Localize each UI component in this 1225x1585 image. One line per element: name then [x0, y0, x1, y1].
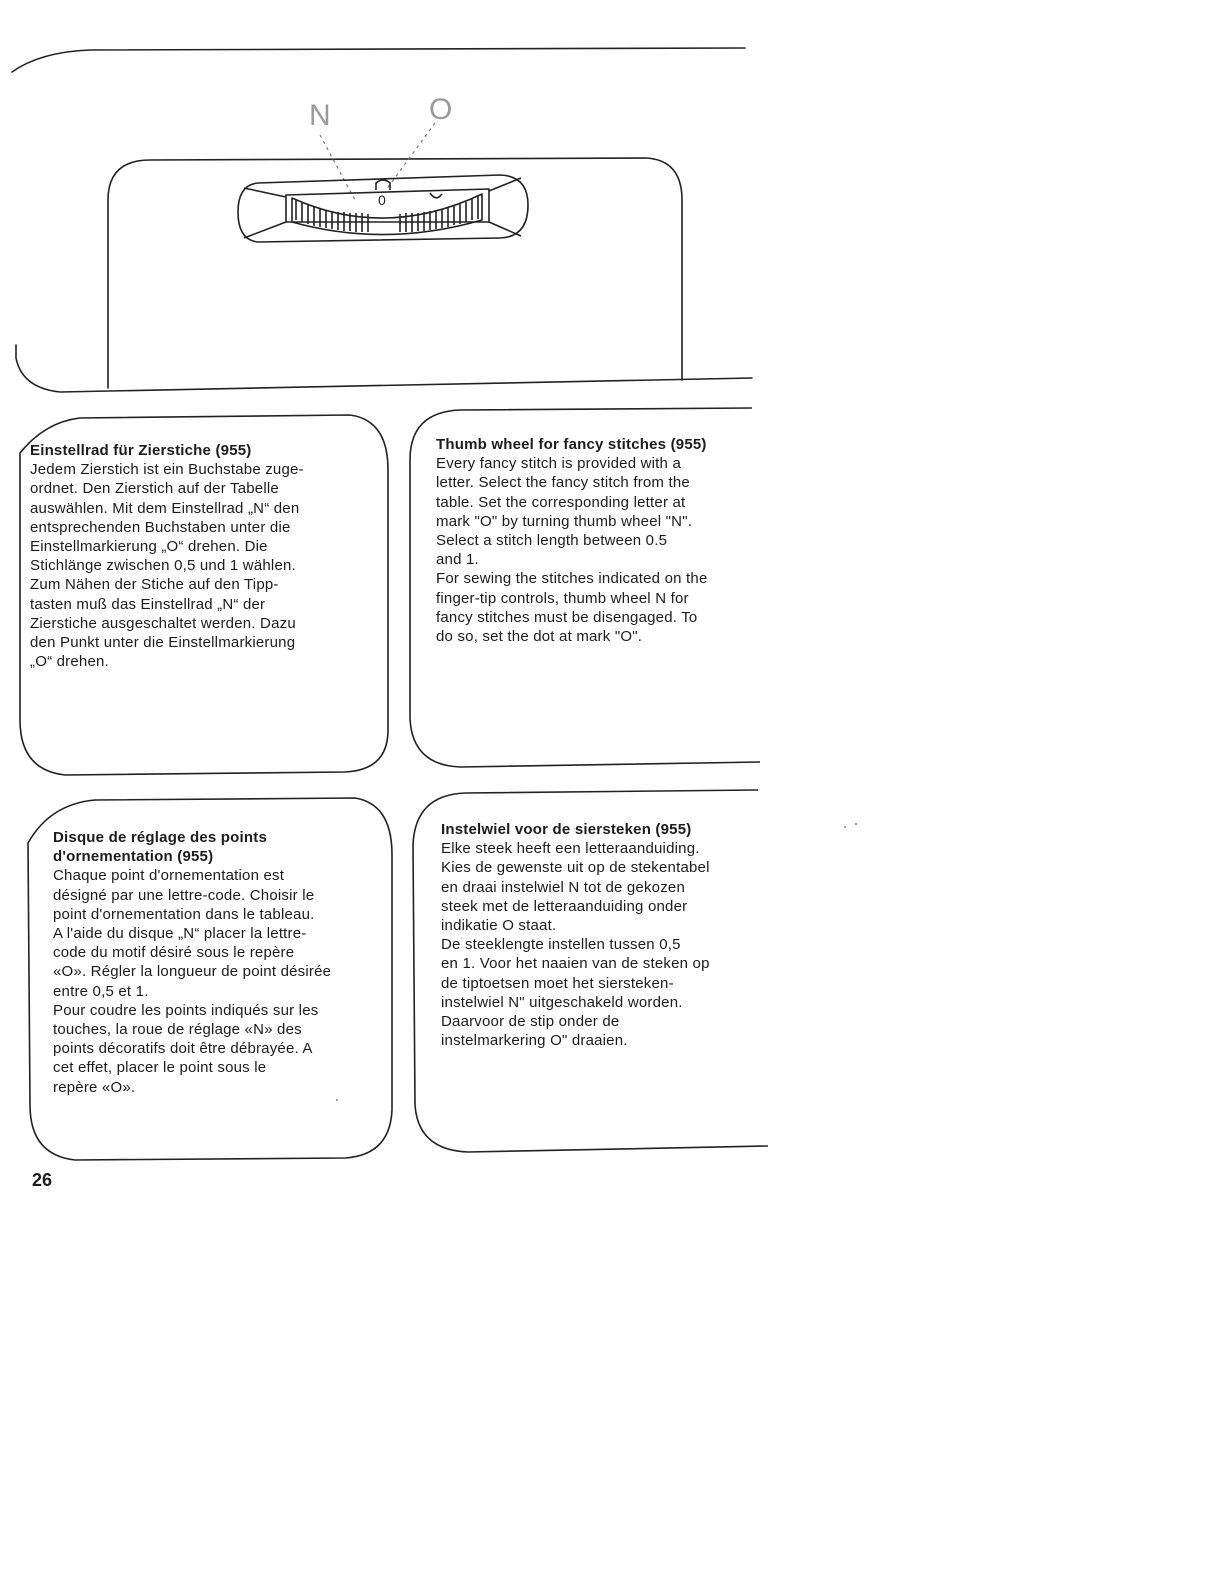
panel-french [53, 828, 383, 1097]
panel-title: Einstellrad für Zierstiche (955) [30, 442, 252, 459]
panel-title: Instelwiel voor de siersteken (955) [441, 821, 692, 838]
page-number: 26 [32, 1170, 53, 1190]
panel-title: Thumb wheel for fancy stitches (955) [436, 436, 707, 453]
panel-english [436, 435, 761, 646]
dial-label-o: O [429, 93, 453, 126]
panel-body: Elke steek heeft een letteraanduiding. Kies de gewenste uit op de stekentabel en draai instelwiel N tot de gekozen steek met de letteraanduiding onder indikatie O staat. De steeklengte instellen tussen 0,5 en 1. Voor het naaien van de steken op de tiptoetsen moet het siersteken- instelwiel N" uitgeschakeld worden. Daarvoor de stip onder de instelmarkering O" draaien. [441, 840, 710, 1050]
panel-german [30, 441, 370, 671]
wheel-zero-mark: 0 [378, 192, 386, 208]
panel-body: Chaque point d'ornementation est désigné par une lettre-code. Choisir le point d'ornementation dans le tableau. A l'aide du disque „N“ placer la lettre- code du motif désiré sous le repère «O». Régler la longueur de point désirée entre 0,5 et 1. Pour coudre les points indiqués sur les touches, la roue de réglage «N» des points décoratifs doit être débrayée. A cet effet, placer le point sous le repère «O». [53, 867, 332, 1096]
panel-body: Jedem Zierstich ist ein Buchstabe zuge- ordnet. Den Zierstich auf der Tabelle auswählen. Mit dem Einstellrad „N“ den entsprechenden Buchstaben unter die Einstellmarkierung „O“ drehen. Die Stichlänge zwischen 0,5 und 1 wählen. Zum Nähen der Stiche auf den Tipp- tasten muß das Einstellrad „N“ der Zierstiche ausgeschaltet werden. Dazu den Punkt unter die Einstellmarkierung „O“ drehen. [30, 461, 304, 671]
panel-body: Every fancy stitch is provided with a letter. Select the fancy stitch from the table. Set the corresponding letter at mark "O" by turning thumb wheel "N". Select a stitch length between 0.5 and 1. For sewing the stitches indicated on the finger-tip controls, thumb wheel N for fancy stitches must be disengaged. To do so, set the dot at mark "O". [436, 455, 708, 646]
dial-label-n: N [309, 99, 331, 132]
panel-title: Disque de réglage des points d'ornementation (955) [53, 829, 267, 866]
panel-dutch [441, 820, 766, 1050]
